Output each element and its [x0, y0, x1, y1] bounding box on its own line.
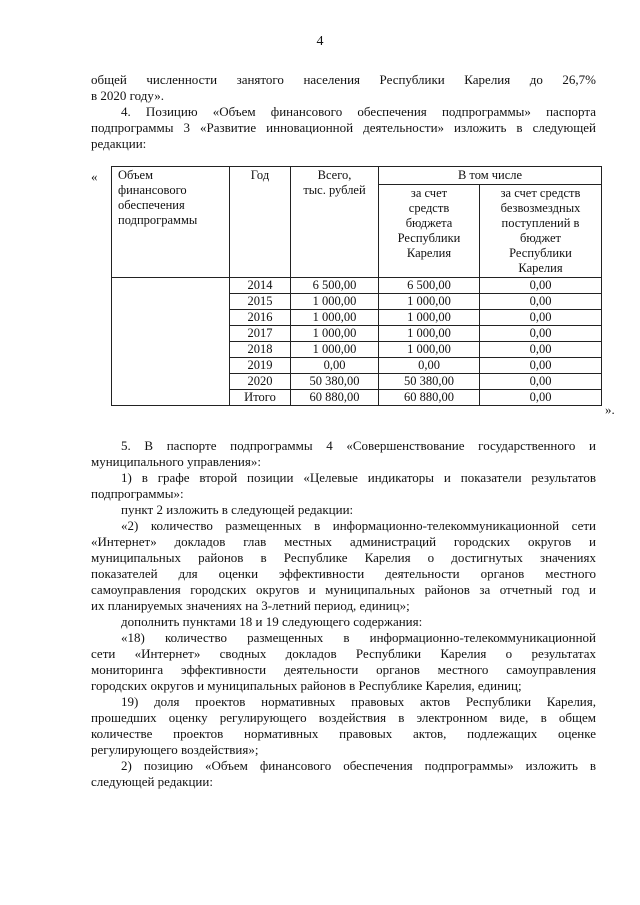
header-grants-line: безвозмездных	[500, 201, 581, 215]
section5-line: 2) позицию «Объем финансового обеспечения подпрограммы» изложить в	[121, 758, 596, 773]
budget-cell: 1 000,00	[379, 294, 480, 310]
section5-line: сети «Интернет» сводных докладов Республики Карелия о результатах	[91, 646, 596, 661]
object-empty-cell	[112, 278, 230, 406]
section5-line: 19) доля проектов нормативных правовых актов Республики Карелия,	[121, 694, 596, 709]
year-cell: Итого	[230, 390, 291, 406]
item4-line: 4. Позицию «Объем финансового обеспечения подпрограммы» паспорта	[121, 104, 596, 119]
header-grants-line: Республики	[509, 246, 572, 260]
item4-line: редакции:	[91, 136, 147, 151]
section5-line: «18) количество размещенных в информационно-телекоммуникационной	[121, 630, 596, 645]
grants-cell: 0,00	[480, 358, 602, 374]
intro-line: общей численности занятого населения Республики Карелия до 26,7%	[91, 72, 596, 87]
table-row	[112, 278, 602, 294]
section5-line: «Интернет» докладов глав местных администраций городских округов и	[91, 534, 596, 549]
header-object-line: обеспечения	[118, 198, 185, 212]
header-object-line: Объем	[118, 168, 153, 182]
budget-cell: 6 500,00	[379, 278, 480, 294]
total-cell: 50 380,00	[291, 374, 379, 390]
budget-cell: 60 880,00	[379, 390, 480, 406]
section5-line: самоуправления городских округов и муниципальных районов за отчетный год и	[91, 582, 596, 597]
intro-text	[91, 72, 596, 152]
year-cell: 2016	[230, 310, 291, 326]
header-total-line: тыс. рублей	[303, 183, 366, 197]
budget-cell: 0,00	[379, 358, 480, 374]
grants-cell: 0,00	[480, 374, 602, 390]
section5-line: подпрограммы»:	[91, 486, 184, 501]
grants-cell: 0,00	[480, 326, 602, 342]
budget-cell: 1 000,00	[379, 342, 480, 358]
header-budget-line: Республики	[397, 231, 461, 245]
budget-cell: 1 000,00	[379, 326, 480, 342]
section5-line: их планируемых значениях на 3-летний период, единиц»;	[91, 598, 410, 613]
header-grants-line: бюджет	[520, 231, 561, 245]
header-grants	[480, 185, 602, 278]
grants-cell: 0,00	[480, 278, 602, 294]
open-quote: «	[91, 169, 98, 184]
total-cell: 6 500,00	[291, 278, 379, 294]
section5-line: городских округов и муниципальных районов в Республике Карелия, единиц;	[91, 678, 522, 693]
section5-line: муниципальных районов в Республике Карелия о достигнутых значениях	[91, 550, 596, 565]
year-cell: 2015	[230, 294, 291, 310]
close-quote: ».	[605, 402, 615, 417]
total-cell: 60 880,00	[291, 390, 379, 406]
section5-line: мониторинга эффективности деятельности органов местного самоуправления	[91, 662, 596, 677]
year-cell: 2020	[230, 374, 291, 390]
grants-cell: 0,00	[480, 294, 602, 310]
table-header-row	[112, 167, 602, 185]
year-cell: 2017	[230, 326, 291, 342]
grants-cell: 0,00	[480, 342, 602, 358]
section5-line: «2) количество размещенных в информационно-телекоммуникационной сети	[121, 518, 596, 533]
header-budget	[379, 185, 480, 278]
year-cell: 2018	[230, 342, 291, 358]
section5-text	[91, 438, 596, 790]
total-cell: 1 000,00	[291, 342, 379, 358]
section5-line: показателей для оценки эффективности деятельности органов местного	[91, 566, 596, 581]
year-cell: 2014	[230, 278, 291, 294]
section5-line: дополнить пунктами 18 и 19 следующего содержания:	[121, 614, 423, 629]
item4-line: подпрограммы 3 «Развитие инновационной деятельности» изложить в следующей	[91, 120, 596, 135]
grants-cell: 0,00	[480, 310, 602, 326]
header-total	[291, 167, 379, 278]
header-budget-line: бюджета	[405, 216, 453, 230]
header-budget-line: средств	[408, 201, 450, 215]
intro-line: в 2020 году».	[91, 88, 164, 103]
header-object-line: финансового	[118, 183, 187, 197]
header-grants-line: за счет средств	[500, 186, 581, 200]
year-cell: 2019	[230, 358, 291, 374]
section5-line: муниципального управления»:	[91, 454, 261, 469]
section5-line: 1) в графе второй позиции «Целевые индикаторы и показатели результатов	[121, 470, 596, 485]
section5-line: количестве проектов нормативных правовых актов, подлежащих оценке	[91, 726, 596, 741]
header-budget-line: Карелия	[406, 246, 452, 260]
header-grants-line: Карелия	[518, 261, 563, 275]
grants-cell: 0,00	[480, 390, 602, 406]
budget-cell: 50 380,00	[379, 374, 480, 390]
section5-line: регулирующего воздействия»;	[91, 742, 259, 757]
section5-line: следующей редакции:	[91, 774, 213, 789]
total-cell: 1 000,00	[291, 310, 379, 326]
total-cell: 1 000,00	[291, 294, 379, 310]
header-object	[112, 167, 230, 278]
section5-line: 5. В паспорте подпрограммы 4 «Совершенствование государственного и	[121, 438, 596, 453]
header-object-line: подпрограммы	[118, 213, 198, 227]
header-grants-line: поступлений в	[501, 216, 580, 230]
financing-table	[111, 166, 602, 406]
header-year: Год	[230, 167, 291, 278]
header-budget-line: за счет	[410, 186, 448, 200]
budget-cell: 1 000,00	[379, 310, 480, 326]
section5-line: пункт 2 изложить в следующей редакции:	[121, 502, 354, 517]
page-number: 4	[316, 34, 324, 49]
header-total-line: Всего,	[317, 168, 352, 182]
total-cell: 0,00	[291, 358, 379, 374]
section5-line: прошедших оценку регулирующего воздействия в электронном виде, в общем	[91, 710, 596, 725]
header-including: В том числе	[379, 167, 602, 185]
total-cell: 1 000,00	[291, 326, 379, 342]
